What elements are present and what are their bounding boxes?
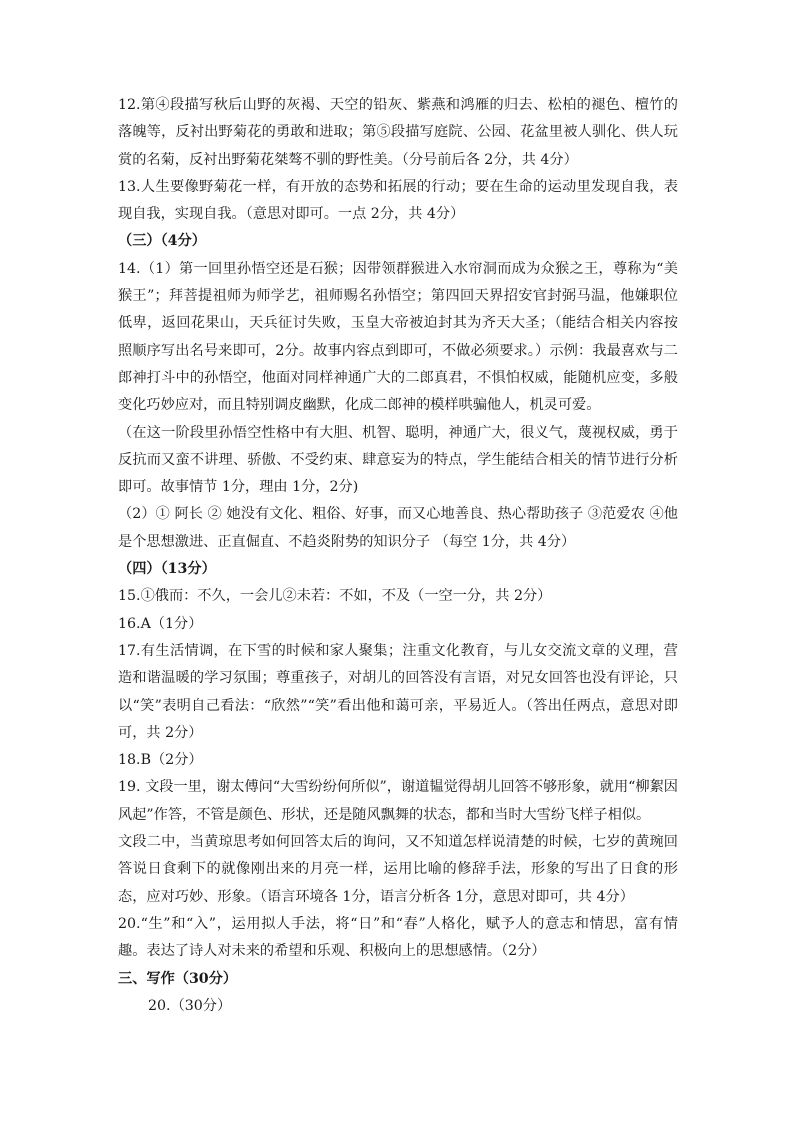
- answer-q19-part2: 文段二中，当黄琼思考如何回答太后的询问，又不知道怎样说清楚的时候，七岁的黄琬回答说日食剩下的就像刚出来的月亮一样，运用比喻的修辞手法，形象的写出了日食的形态，应对巧妙、形象。（语言环境各 1分，语言分析各 1分，意思对即可，共 4分）: [118, 834, 678, 905]
- answer-q15: 15.①俄而：不久，一会儿②未若：不如，不及（一空一分，共 2分）: [118, 588, 552, 605]
- answer-q14-part2: （2）① 阿长 ② 她没有文化、粗俗、好事，而又心地善良、热心帮助孩子 ③范爱农 ④他是个思想激进、正直倔直、不趋炎附势的知识分子 （每空 1分，共 4分）: [118, 506, 678, 550]
- answer-q20: 20.“生”和“入”，运用拟人手法，将“日”和“春”人格化，赋予人的意志和情思，富有情趣。表达了诗人对未来的希望和乐观、积极向上的思想感情。（2分）: [118, 915, 678, 960]
- answer-q19-part1: 19. 文段一里，谢太傅问“大雪纷纷何所似”，谢道韫觉得胡儿回答不够形象，就用“柳絮因风起”作答，不管是颜色、形状，还是随风飘舞的状态，都和当时大雪纷飞样子相似。: [118, 779, 678, 823]
- answer-q20-writing: 20.（30分）: [148, 997, 232, 1014]
- answer-q14-part1: 14.（1）第一回里孙悟空还是石猴；因带领群猴进入水帘洞而成为众猴之王，尊称为“美猴王”；拜菩提祖师为师学艺，祖师赐名孙悟空；第四回天界招安官封弼马温，他嫌职位低卑，返回花果山，天兵征讨失败，玉皇大帝被迫封其为齐天大圣；（能结合相关内容按照顺序写出名号来即可，2分。故事内容点到即可，不做必须要求。）示例：我最喜欢与二郎神打斗中的孙悟空，他面对同样神通广大的二郎真君，不惧怕权威，能随机应变，多般变化巧妙应对，而且特别调皮幽默，化成二郎神的模样哄骗他人，机灵可爱。: [118, 260, 678, 414]
- answer-document: [118, 92, 678, 1020]
- answer-q16: 16.A（1分）: [118, 615, 203, 632]
- section-heading-writing: 三、写作（30分）: [118, 970, 238, 987]
- answer-q13: 13.人生要像野菊花一样，有开放的态势和拓展的行动；要在生命的运动里发现自我，表现自我，实现自我。（意思对即可。一点 2分，共 4分）: [118, 178, 678, 223]
- answer-q12: 12.第④段描写秋后山野的灰褐、天空的铅灰、紫燕和鸿雁的归去、松柏的褪色、檀竹的落魄等，反衬出野菊花的勇敢和进取；第⑤段描写庭院、公园、花盆里被人驯化、供人玩赏的名菊，反衬出野菊花桀骜不驯的野性美。（分号前后各 2分，共 4分）: [118, 97, 678, 168]
- section-heading-3: （三）（4分）: [118, 233, 206, 250]
- section-heading-4: （四）（13分）: [118, 561, 216, 578]
- answer-q17: 17.有生活情调，在下雪的时候和家人聚集；注重文化教育，与儿女交流文章的义理，营造和谐温暖的学习氛围；尊重孩子，对胡儿的回答没有言语，对兄女回答也没有评论，只以“笑”表明自己看法：“欣然”“笑”看出他和蔼可亲，平易近人。（答出任两点，意思对即可，共 2分）: [118, 642, 678, 741]
- answer-q18: 18.B（2分）: [118, 752, 203, 769]
- answer-q14-note: （在这一阶段里孙悟空性格中有大胆、机智、聪明，神通广大，很义气，蔑视权威，勇于反抗而又蛮不讲理、骄傲、不受约束、肆意妄为的特点，学生能结合相关的情节进行分析即可。故事情节 1分，理由 1分，2分): [118, 424, 678, 496]
